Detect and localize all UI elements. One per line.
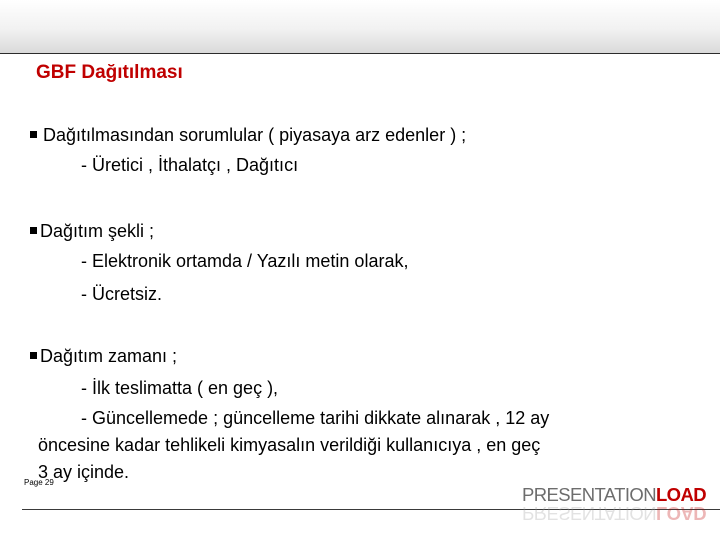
bullet-heading: Dağıtım şekli ; (40, 221, 155, 241)
sub-item: - Üretici , İthalatçı , Dağıtıcı (81, 155, 299, 175)
sub-item-continuation: 3 ay içinde. (38, 462, 130, 482)
square-bullet-icon (30, 131, 37, 138)
sub-item: - Güncellemede ; güncelleme tarihi dikkate alınarak , 12 ay (81, 408, 550, 428)
bullet-item-responsible (30, 123, 466, 147)
square-bullet-icon (30, 352, 37, 359)
page-number: Page 29 (24, 478, 54, 487)
logo-reflection: PRESENTATIONLOAD (522, 503, 706, 524)
bullet-item-distribution-time (30, 344, 177, 368)
bullet-heading: Dağıtılmasından sorumlular ( piyasaya arz edenler ) ; (43, 125, 467, 145)
sub-item: - Elektronik ortamda / Yazılı metin olarak, (81, 251, 409, 271)
slide-title: GBF Dağıtılması (36, 62, 183, 83)
bullet-item-distribution-method (30, 219, 154, 243)
sub-item-continuation: öncesine kadar tehlikeli kimyasalın verildiği kullanıcıya , en geç (38, 435, 541, 455)
presentationload-logo (522, 484, 712, 524)
logo-wordmark: PRESENTATIONLOAD (522, 484, 706, 505)
square-bullet-icon (30, 227, 37, 234)
sub-item: - İlk teslimatta ( en geç ), (81, 378, 279, 398)
sub-item: - Ücretsiz. (81, 284, 162, 304)
bullet-heading: Dağıtım zamanı ; (40, 346, 178, 366)
